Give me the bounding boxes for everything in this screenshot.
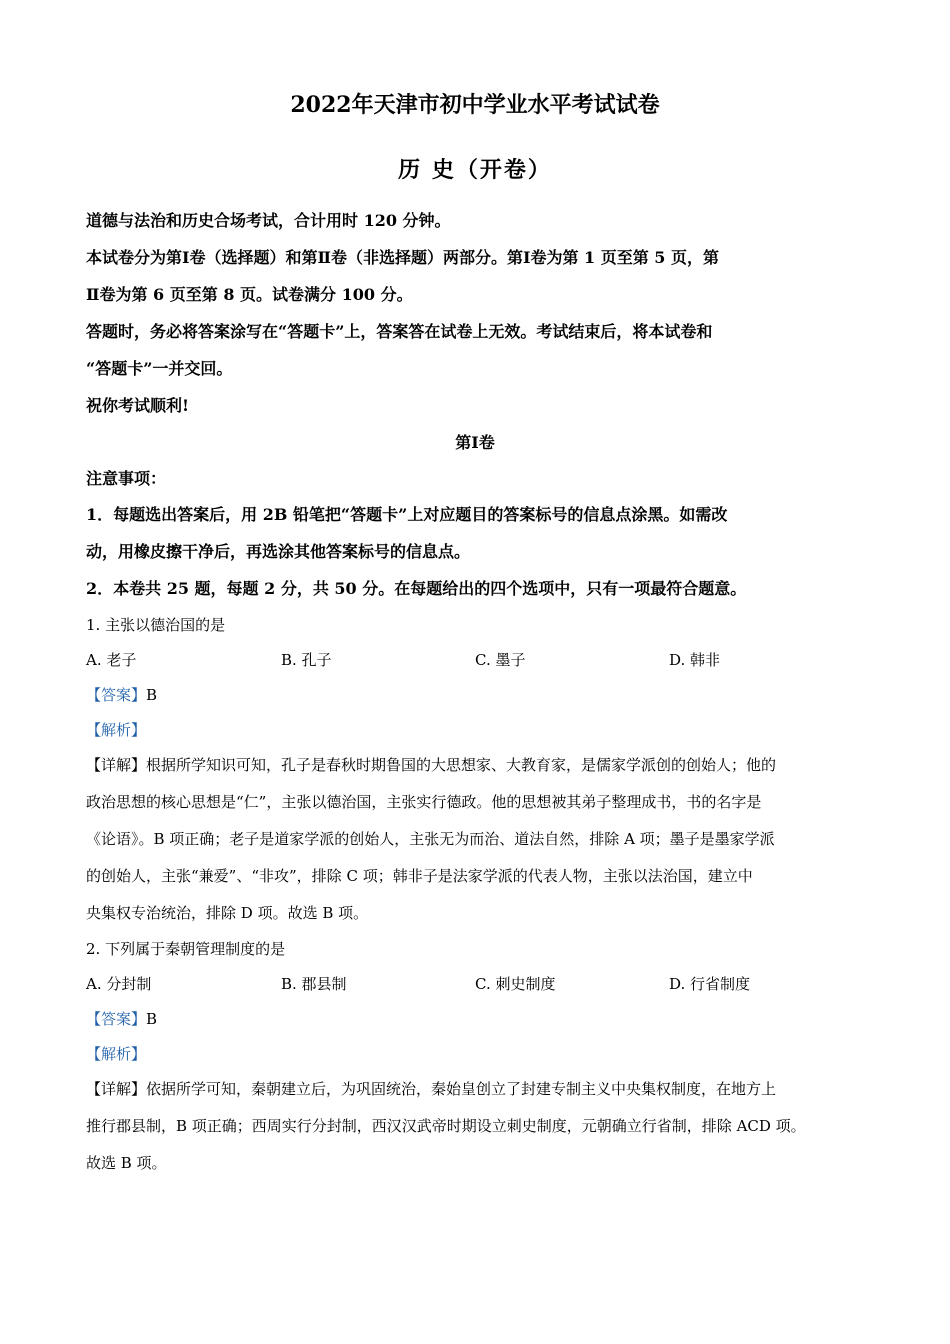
page-subtitle: 历 史（开卷） <box>398 157 552 183</box>
detail-tag: 【详解】 <box>86 1080 147 1098</box>
note-line: 动，用橡皮擦干净后，再选涂其他答案标号的信息点。 <box>86 542 471 561</box>
option-a: A. 老子 <box>86 651 137 669</box>
option-d: D. 韩非 <box>669 651 721 669</box>
detail-text: 依据所学可知，秦朝建立后，为巩固统治，秦始皇创立了封建专制主义中央集权制度，在地方上 <box>146 1080 777 1098</box>
answer-value: B <box>146 686 158 704</box>
option-a: A. 分封制 <box>86 975 152 993</box>
intro-line: Ⅱ卷为第 6 页至第 8 页。试卷满分 100 分。 <box>86 285 413 304</box>
detail-line: 故选 B 项。 <box>86 1154 167 1172</box>
question-stem: 2. 下列属于秦朝管理制度的是 <box>86 940 286 958</box>
intro-line: 本试卷分为第Ⅰ卷（选择题）和第Ⅱ卷（非选择题）两部分。第Ⅰ卷为第 1 页至第 5 页，第 <box>86 248 720 267</box>
intro-line: 祝你考试顺利! <box>86 396 190 415</box>
answer-tag: 【答案】 <box>86 686 147 704</box>
answer-line <box>86 1012 157 1027</box>
page-title: 2022年天津市初中学业水平考试试卷 <box>290 92 660 118</box>
notes-title: 注意事项： <box>86 469 167 488</box>
note-line: 2．本卷共 25 题，每题 2 分，共 50 分。在每题给出的四个选项中，只有一项最符合题意。 <box>86 579 747 598</box>
option-c: C. 刺史制度 <box>475 975 556 993</box>
answer-line <box>86 688 157 703</box>
option-c: C. 墨子 <box>475 651 526 669</box>
analysis-tag: 【解析】 <box>86 1045 147 1063</box>
option-d: D. 行省制度 <box>669 975 751 993</box>
answer-tag: 【答案】 <box>86 1010 147 1028</box>
option-b: B. 郡县制 <box>281 975 347 993</box>
intro-line: 道德与法治和历史合场考试，合计用时 120 分钟。 <box>86 211 451 230</box>
answer-value: B <box>146 1010 158 1028</box>
detail-tag: 【详解】 <box>86 756 147 774</box>
intro-line: “答题卡”一并交回。 <box>86 359 233 378</box>
note-line: 1．每题选出答案后，用 2B 铅笔把“答题卡”上对应题目的答案标号的信息点涂黑。如需改 <box>86 505 728 524</box>
detail-line: 《论语》。B 项正确；老子是道家学派的创始人，主张无为而治、道法自然，排除 A 项；墨子是墨家学派 <box>86 830 775 848</box>
detail-text: 根据所学知识可知，孔子是春秋时期鲁国的大思想家、大教育家，是儒家学派创的创始人；他的 <box>146 756 777 774</box>
detail-line <box>86 1082 776 1097</box>
section-title: 第Ⅰ卷 <box>455 433 495 452</box>
detail-line: 央集权专治统治，排除 D 项。故选 B 项。 <box>86 904 369 922</box>
detail-line <box>86 758 776 773</box>
detail-line: 政治思想的核心思想是“仁”，主张以德治国，主张实行德政。他的思想被其弟子整理成书，书的名字是 <box>86 793 762 811</box>
detail-line: 推行郡县制，B 项正确；西周实行分封制，西汉汉武帝时期设立刺史制度，元朝确立行省制，排除 ACD 项。 <box>86 1117 806 1135</box>
question-stem: 1. 主张以德治国的是 <box>86 616 226 634</box>
analysis-tag: 【解析】 <box>86 721 147 739</box>
intro-line: 答题时，务必将答案涂写在“答题卡”上，答案答在试卷上无效。考试结束后，将本试卷和 <box>86 322 713 341</box>
option-b: B. 孔子 <box>281 651 332 669</box>
detail-line: 的创始人，主张“兼爱”、“非攻”，排除 C 项；韩非子是法家学派的代表人物，主张以法治国，建立中 <box>86 867 753 885</box>
